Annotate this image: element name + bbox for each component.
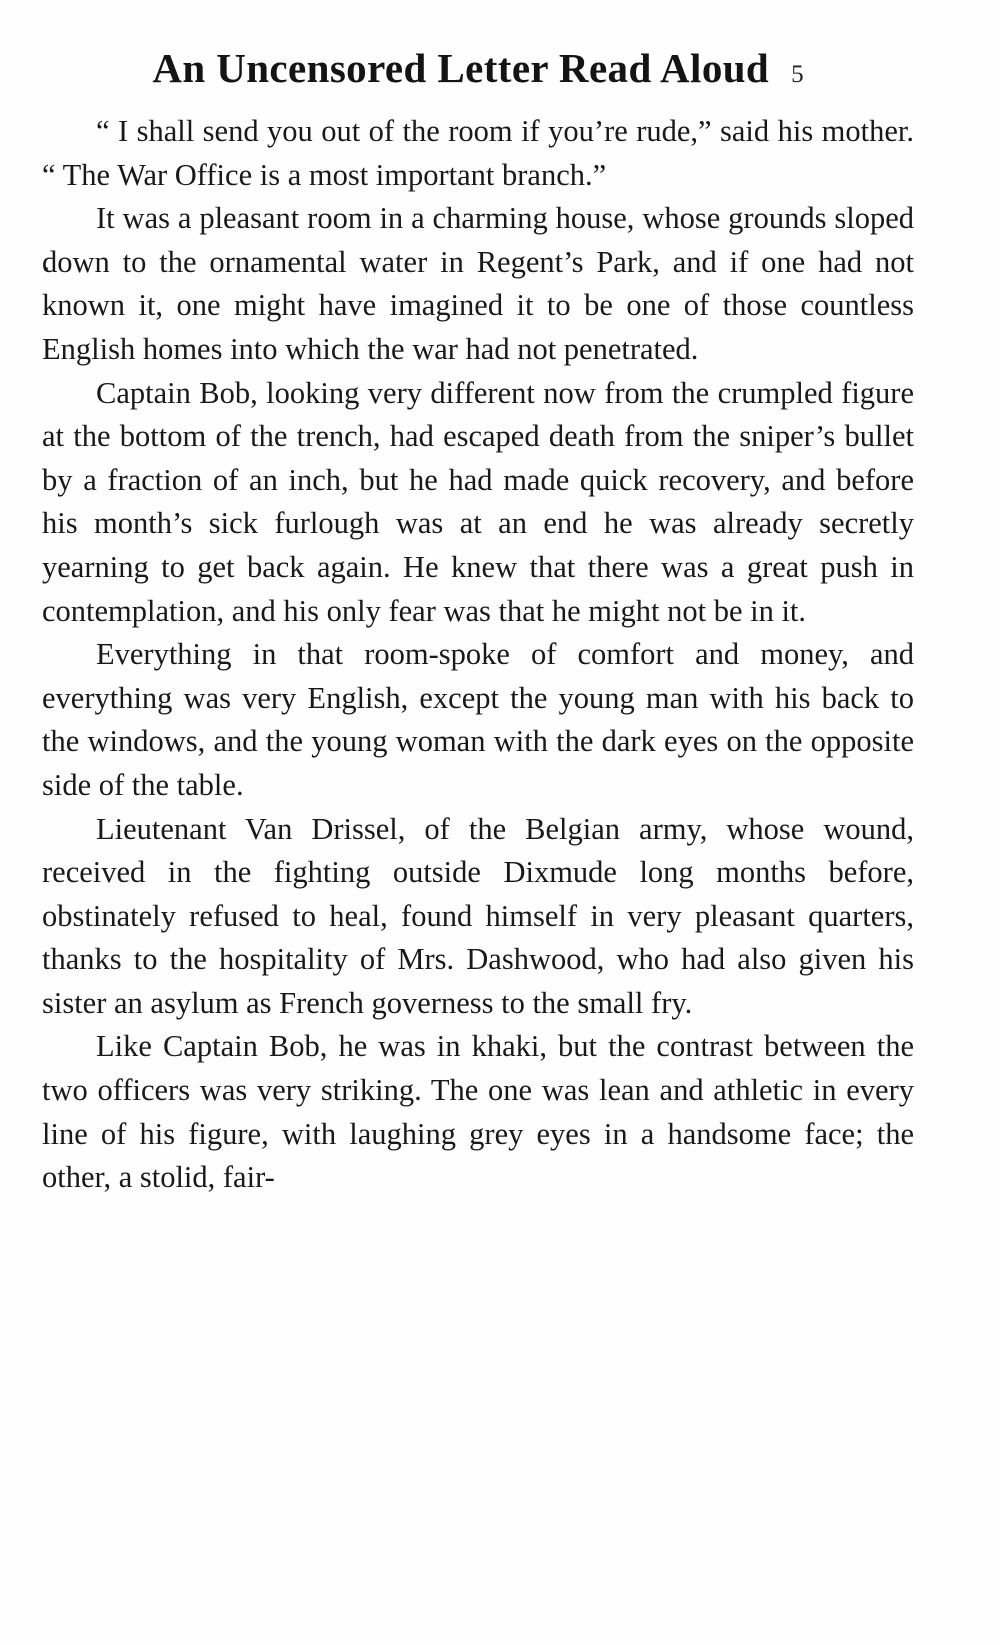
body-text: [42, 110, 914, 1200]
running-head: [42, 44, 914, 92]
page-content: [42, 44, 914, 1200]
paragraph: “ I shall send you out of the room if you’re rude,” said his mother. “ The War Office is a most important branch.”: [42, 114, 914, 192]
page-number: 5: [791, 61, 804, 88]
paragraph: It was a pleasant room in a charming house, whose grounds sloped down to the ornamental water in Regent’s Park, and if one had not known it, one might have imagined it to be one of those countless English homes into which the war had not penetrated.: [42, 201, 914, 366]
paragraph: Captain Bob, looking very different now from the crumpled figure at the bottom of the trench, had escaped death from the sniper’s bullet by a fraction of an inch, but he had made quick recovery, and before his month’s sick furlough was at an end he was already secretly yearning to get back again. He knew that there was a great push in contemplation, and his only fear was that he might not be in it.: [42, 375, 914, 628]
paragraph: Like Captain Bob, he was in khaki, but the contrast between the two officers was very striking. The one was lean and athletic in every line of his figure, with laughing grey eyes in a handsome face; the other, a stolid, fair-: [42, 1029, 914, 1195]
paragraph: Lieutenant Van Drissel, of the Belgian army, whose wound, received in the fighting outside Dixmude long months before, obstinately refused to heal, found himself in very pleasant quarters, thanks to the hospitality of Mrs. Dashwood, who had also given his sister an asylum as French governess to the small fry.: [42, 811, 914, 1020]
paragraph: Everything in that room-spoke of comfort and money, and everything was very English, except the young man with his back to the windows, and the young woman with the dark eyes on the opposite side of the table.: [42, 637, 914, 802]
page-title: An Uncensored Letter Read Aloud: [152, 45, 770, 91]
